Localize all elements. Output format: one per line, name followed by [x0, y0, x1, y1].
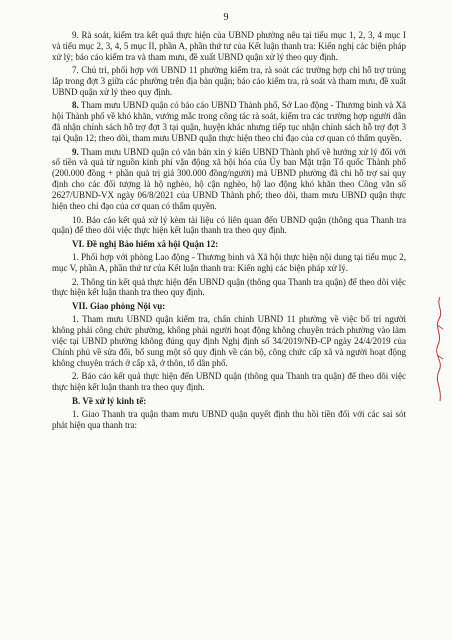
section-heading: VI. Đề nghị Bảo hiểm xã hội Quận 12: [72, 238, 219, 249]
paragraph: 7. Chủ trì, phối hợp với UBND 11 phường kiểm tra, rà soát các trường hợp chi hỗ trợ trùng lắp trong đợt 3 giữa các phường trên địa bàn quận; báo cáo kiểm tra, rà soát và tham mưu, đề xuất UBND quận xử lý theo quy định. [52, 65, 406, 98]
paragraph: 8. Tham mưu UBND quận có báo cáo UBND Thành phố, Sở Lao động - Thương binh và Xã hội Thành phố về khó khăn, vướng mắc trong công tác rà soát, kiểm tra các trường hợp người dân đã nhận chính sách hỗ trợ đợt 3 tại quận, huyện khác nhưng tiếp tục nhận chính sách hỗ trợ đợt 3 tại Quận 12; theo dõi, tham mưu UBND quận thực hiện theo chỉ đạo của cơ quan có thẩm quyền. [52, 100, 406, 144]
paragraph: 1. Phối hợp với phòng Lao động - Thương binh và Xã hội thực hiện nội dung tại tiểu mục 2, mục V, phần A, phần thứ tư của Kết luận thanh tra: Kiến nghị các biện pháp xử lý. [52, 252, 406, 274]
page-number: 9 [223, 12, 229, 23]
paragraph: 9. Tham mưu UBND quận có văn bản xin ý kiến UBND Thành phố về hướng xử lý đối với số tiền và quà từ nguồn kinh phí vận động xã hội hóa của Ủy ban Mặt trận Tổ quốc Thành phố (200.000 đồng + phần quà trị giá 300.000 đồng/người) mà UBND phường đã chi hỗ trợ sai quy định cho các đối tượng là hộ nghèo, hộ cận nghèo, hộ lao động khó khăn theo Công văn số 2627/UBND-VX ngày 06/8/2021 của UBND Thành phố; theo dõi, tham mưu UBND quận thực hiện theo chỉ đạo của cơ quan có thẩm quyền. [52, 146, 406, 212]
document-body [52, 30, 406, 433]
handwritten-margin-mark [434, 295, 446, 405]
paragraph: 1. Tham mưu UBND quận kiểm tra, chấn chỉnh UBND 11 phường về việc bố trí người không phải công chức phường, không phải người hoạt động không chuyên trách phường vào làm việc tại UBND phường không đúng quy định Nghị định số 34/2019/NĐ-CP ngày 24/4/2019 của Chính phủ về sửa đổi, bổ sung một số quy định về cán bộ, công chức cấp xã và người hoạt động không chuyên trách ở cấp xã, ở thôn, tổ dân phố. [52, 314, 406, 368]
section-heading: VII. Giao phòng Nội vụ: [72, 300, 166, 311]
paragraph: 2. Báo cáo kết quả thực hiện đến UBND quận (thông qua Thanh tra quận) để theo dõi việc thực hiện kết luận thanh tra theo quy định. [52, 371, 406, 393]
paragraph: 1. Giao Thanh tra quận tham mưu UBND quận quyết định thu hồi tiền đối với các sai sót phát hiện qua thanh tra: [52, 409, 406, 430]
paragraph: 9. Rà soát, kiểm tra kết quả thực hiện của UBND phường nêu tại tiểu mục 1, 2, 3, 4 mục I và tiểu mục 2, 3, 4, 5 mục II, phần A, phần thứ tư của Kết luận thanh tra: Kiến nghị các biện pháp xử lý; báo cáo kiểm tra và tham mưu, đề xuất UBND quận xử lý theo quy định. [52, 30, 406, 62]
section-heading: B. Về xử lý kinh tế: [72, 395, 147, 406]
paragraph: 2. Thông tin kết quả thực hiện đến UBND quận (thông qua Thanh tra quận) để theo dõi việc thực hiện kết luận thanh tra theo quy định. [52, 276, 406, 298]
paragraph: 10. Báo cáo kết quả xử lý kèm tài liệu có liên quan đến UBND quận (thông qua Thanh tra quận) để theo dõi việc thực hiện kết luận thanh tra theo quy định. [52, 214, 406, 236]
